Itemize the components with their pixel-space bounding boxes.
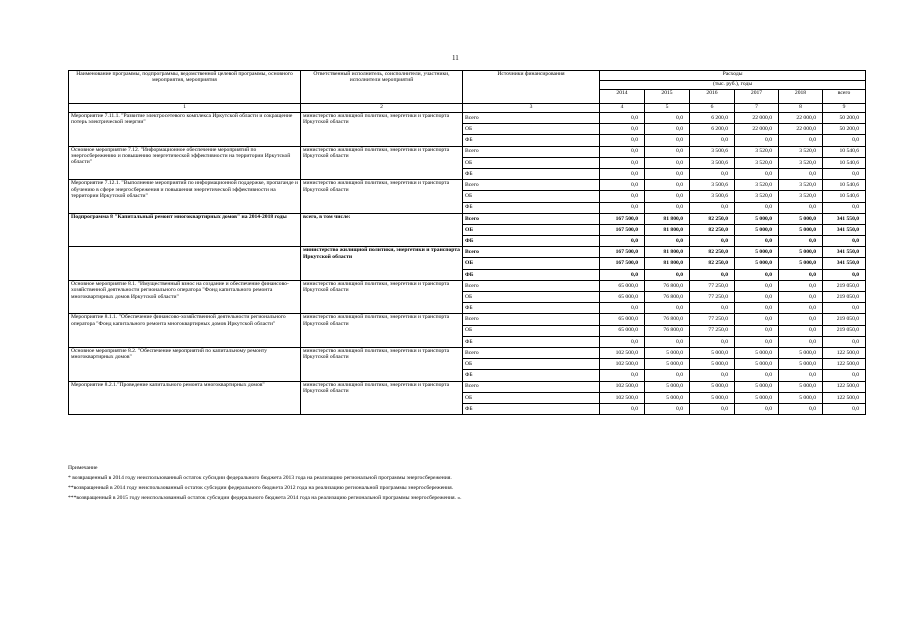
total-cell: 122 500,0: [823, 381, 866, 392]
amount-cell: 102 500,0: [600, 381, 645, 392]
amount-cell: 0,0: [645, 135, 690, 146]
amount-cell: 5 000,0: [779, 224, 823, 235]
amount-cell: 81 800,0: [645, 258, 690, 269]
amount-cell: 0,0: [645, 202, 690, 213]
amount-cell: 0,0: [779, 325, 823, 336]
amount-cell: 0,0: [645, 180, 690, 191]
notes-title: Примечание: [68, 465, 98, 471]
funding-source: ФБ: [463, 168, 600, 179]
note-line: * возвращенный в 2014 году неиспользованный остаток субсидии федерального бюджета 2013 года на реализацию региональной программы энергосбережения.: [68, 475, 452, 481]
amount-cell: 3 520,0: [779, 180, 823, 191]
amount-cell: 0,0: [600, 370, 645, 381]
amount-cell: 6 200,0: [690, 113, 735, 124]
amount-cell: 3 500,6: [690, 157, 735, 168]
total-cell: 10 540,6: [823, 180, 866, 191]
header-total: всего: [823, 90, 866, 104]
amount-cell: 0,0: [735, 236, 779, 247]
amount-cell: 5 000,0: [645, 359, 690, 370]
amount-cell: 76 800,0: [645, 325, 690, 336]
amount-cell: 3 500,6: [690, 191, 735, 202]
amount-cell: 0,0: [690, 135, 735, 146]
amount-cell: 22 000,0: [735, 124, 779, 135]
amount-cell: 65 000,0: [600, 314, 645, 325]
funding-source: ОБ: [463, 392, 600, 403]
amount-cell: 3 500,6: [690, 146, 735, 157]
table-row: [69, 247, 866, 258]
funding-source: ОБ: [463, 124, 600, 135]
column-number: 9: [823, 104, 866, 113]
header-expenses: Расходы: [600, 71, 866, 81]
amount-cell: 22 000,0: [779, 113, 823, 124]
amount-cell: 0,0: [645, 303, 690, 314]
amount-cell: 0,0: [645, 403, 690, 414]
amount-cell: 0,0: [690, 269, 735, 280]
funding-source: ФБ: [463, 236, 600, 247]
total-cell: 0,0: [823, 168, 866, 179]
amount-cell: 5 000,0: [645, 381, 690, 392]
amount-cell: 0,0: [600, 336, 645, 347]
amount-cell: 65 000,0: [600, 292, 645, 303]
funding-source: ОБ: [463, 157, 600, 168]
header-units: (тыс. руб.), годы: [600, 81, 866, 90]
table-row: [69, 347, 866, 358]
funding-source: Всего: [463, 314, 600, 325]
amount-cell: 0,0: [600, 146, 645, 157]
activity-name: [69, 247, 301, 281]
amount-cell: 0,0: [779, 168, 823, 179]
amount-cell: 167 500,0: [600, 247, 645, 258]
total-cell: 122 500,0: [823, 392, 866, 403]
total-cell: 219 050,0: [823, 325, 866, 336]
amount-cell: 0,0: [735, 403, 779, 414]
amount-cell: 0,0: [690, 236, 735, 247]
amount-cell: 5 000,0: [690, 359, 735, 370]
funding-source: ФБ: [463, 336, 600, 347]
activity-name: Мероприятие 7.12.1. "Выполнение мероприятий по информационной поддержке, пропаганде и обучению в сфере энергосбережения и повышения энергетической эффективности на территории Иркутской области": [69, 180, 301, 214]
total-cell: 0,0: [823, 202, 866, 213]
amount-cell: 3 520,0: [735, 146, 779, 157]
amount-cell: 0,0: [735, 370, 779, 381]
amount-cell: 5 000,0: [645, 392, 690, 403]
total-cell: 122 500,0: [823, 359, 866, 370]
amount-cell: 0,0: [600, 113, 645, 124]
amount-cell: 167 500,0: [600, 213, 645, 224]
amount-cell: 0,0: [735, 135, 779, 146]
total-cell: 341 550,0: [823, 258, 866, 269]
total-cell: 0,0: [823, 370, 866, 381]
amount-cell: 0,0: [779, 292, 823, 303]
total-cell: 219 050,0: [823, 292, 866, 303]
amount-cell: 0,0: [690, 303, 735, 314]
amount-cell: 0,0: [690, 403, 735, 414]
responsible-executor: министерство жилищной политики, энергетики и транспорта Иркутской области: [301, 314, 463, 348]
amount-cell: 81 800,0: [645, 224, 690, 235]
column-number: 1: [69, 104, 301, 113]
amount-cell: 0,0: [735, 280, 779, 291]
responsible-executor: министерство жилищной политики, энергетики и транспорта Иркутской области: [301, 347, 463, 381]
header-year: 2018: [779, 90, 823, 104]
total-cell: 50 200,0: [823, 124, 866, 135]
amount-cell: 77 250,0: [690, 292, 735, 303]
funding-source: Всего: [463, 180, 600, 191]
amount-cell: 0,0: [645, 269, 690, 280]
total-cell: 0,0: [823, 269, 866, 280]
funding-source: Всего: [463, 113, 600, 124]
table-row: [69, 213, 866, 224]
amount-cell: 5 000,0: [735, 359, 779, 370]
funding-source: ОБ: [463, 258, 600, 269]
total-cell: 0,0: [823, 303, 866, 314]
amount-cell: 5 000,0: [779, 347, 823, 358]
total-cell: 0,0: [823, 135, 866, 146]
amount-cell: 5 000,0: [735, 392, 779, 403]
amount-cell: 0,0: [600, 269, 645, 280]
responsible-executor: министерство жилищной политики, энергетики и транспорта Иркутской области: [301, 146, 463, 180]
amount-cell: 3 520,0: [735, 191, 779, 202]
table-row: [69, 113, 866, 124]
amount-cell: 82 250,0: [690, 213, 735, 224]
total-cell: 10 540,6: [823, 191, 866, 202]
amount-cell: 0,0: [645, 370, 690, 381]
amount-cell: 0,0: [779, 269, 823, 280]
amount-cell: 0,0: [779, 370, 823, 381]
funding-source: ФБ: [463, 370, 600, 381]
amount-cell: 5 000,0: [779, 359, 823, 370]
amount-cell: 0,0: [779, 336, 823, 347]
total-cell: 0,0: [823, 236, 866, 247]
funding-source: Всего: [463, 213, 600, 224]
table-row: [69, 314, 866, 325]
column-number: 2: [301, 104, 463, 113]
responsible-executor: министерство жилищной политики, энергетики и транспорта Иркутской области: [301, 113, 463, 147]
amount-cell: 82 250,0: [690, 247, 735, 258]
responsible-executor: министерство жилищной политики, энергетики и транспорта Иркутской области: [301, 381, 463, 415]
amount-cell: 0,0: [600, 157, 645, 168]
amount-cell: 0,0: [735, 168, 779, 179]
total-cell: 50 200,0: [823, 113, 866, 124]
column-number: 5: [645, 104, 690, 113]
amount-cell: 3 500,6: [690, 180, 735, 191]
amount-cell: 3 520,0: [779, 157, 823, 168]
funding-source: ОБ: [463, 292, 600, 303]
amount-cell: 0,0: [600, 236, 645, 247]
amount-cell: 0,0: [735, 202, 779, 213]
amount-cell: 5 000,0: [690, 392, 735, 403]
responsible-executor: министерство жилищной политики, энергетики и транспорта Иркутской области: [301, 247, 463, 281]
amount-cell: 0,0: [600, 135, 645, 146]
amount-cell: 0,0: [735, 314, 779, 325]
amount-cell: 65 000,0: [600, 280, 645, 291]
page-number: 11: [452, 54, 459, 62]
note-line: ***возвращенный в 2015 году неиспользованный остаток субсидии федерального бюджета 2014 года на реализацию региональной программы энергосбережения. ».: [68, 495, 462, 501]
amount-cell: 5 000,0: [735, 258, 779, 269]
activity-name: Мероприятие 8.1.1. "Обеспечение финансово-хозяйственной деятельности регионального оператора "Фонд капитального ремонта многоквартирных домов Иркутской области": [69, 314, 301, 348]
amount-cell: 3 520,0: [735, 180, 779, 191]
amount-cell: 81 800,0: [645, 213, 690, 224]
table-row: [69, 280, 866, 291]
header-name: Наименование программы, подпрограммы, ведомственной целевой программы, основного мероприятия, мероприятия: [69, 71, 301, 104]
funding-source: Всего: [463, 381, 600, 392]
amount-cell: 22 000,0: [735, 113, 779, 124]
amount-cell: 77 250,0: [690, 325, 735, 336]
amount-cell: 82 250,0: [690, 258, 735, 269]
amount-cell: 167 500,0: [600, 258, 645, 269]
amount-cell: 5 000,0: [779, 213, 823, 224]
amount-cell: 0,0: [645, 191, 690, 202]
amount-cell: 0,0: [779, 403, 823, 414]
amount-cell: 102 500,0: [600, 359, 645, 370]
amount-cell: 0,0: [600, 191, 645, 202]
amount-cell: 0,0: [645, 236, 690, 247]
amount-cell: 5 000,0: [779, 381, 823, 392]
amount-cell: 0,0: [779, 280, 823, 291]
amount-cell: 76 800,0: [645, 292, 690, 303]
funding-source: ФБ: [463, 303, 600, 314]
amount-cell: 6 200,0: [690, 124, 735, 135]
amount-cell: 5 000,0: [779, 392, 823, 403]
activity-name: Мероприятие 7.11.1. "Развитие электросетевого комплекса Иркутской области и сокращение потерь электрической энергии": [69, 113, 301, 147]
amount-cell: 65 000,0: [600, 325, 645, 336]
total-cell: 219 050,0: [823, 314, 866, 325]
header-year: 2017: [735, 90, 779, 104]
header-year: 2016: [690, 90, 735, 104]
amount-cell: 5 000,0: [735, 347, 779, 358]
funding-source: ОБ: [463, 224, 600, 235]
amount-cell: 81 800,0: [645, 247, 690, 258]
amount-cell: 0,0: [735, 269, 779, 280]
amount-cell: 0,0: [600, 168, 645, 179]
header-year: 2015: [645, 90, 690, 104]
amount-cell: 102 500,0: [600, 347, 645, 358]
amount-cell: 76 800,0: [645, 314, 690, 325]
amount-cell: 5 000,0: [735, 213, 779, 224]
column-number: 3: [463, 104, 600, 113]
amount-cell: 0,0: [600, 180, 645, 191]
total-cell: 219 050,0: [823, 280, 866, 291]
activity-name: Основное мероприятие 8.2. "Обеспечение мероприятий по капитальному ремонту многоквартирных домов": [69, 347, 301, 381]
total-cell: 0,0: [823, 403, 866, 414]
amount-cell: 0,0: [779, 303, 823, 314]
total-cell: 341 550,0: [823, 247, 866, 258]
responsible-executor: министерство жилищной политики, энергетики и транспорта Иркутской области: [301, 280, 463, 314]
funding-source: Всего: [463, 247, 600, 258]
total-cell: 10 540,6: [823, 157, 866, 168]
funding-source: ОБ: [463, 191, 600, 202]
amount-cell: 0,0: [779, 314, 823, 325]
table-row: [69, 381, 866, 392]
amount-cell: 3 520,0: [735, 157, 779, 168]
amount-cell: 0,0: [645, 157, 690, 168]
funding-source: Всего: [463, 347, 600, 358]
amount-cell: 0,0: [735, 303, 779, 314]
amount-cell: 0,0: [690, 202, 735, 213]
amount-cell: 5 000,0: [645, 347, 690, 358]
amount-cell: 0,0: [600, 403, 645, 414]
amount-cell: 0,0: [645, 113, 690, 124]
funding-source: ОБ: [463, 325, 600, 336]
funding-source: ФБ: [463, 269, 600, 280]
table-row: [69, 180, 866, 191]
column-number: 4: [600, 104, 645, 113]
amount-cell: 102 500,0: [600, 392, 645, 403]
activity-name: Основное мероприятие 7.12. "Информационное обеспечение мероприятий по энергосбережению и повышению энергетической эффективности на территории Иркутской области": [69, 146, 301, 180]
note-line: **возвращенный в 2014 году неиспользованный остаток субсидии федерального бюджета 2012 года на реализацию региональной программы энергосбережения.: [68, 485, 454, 491]
total-cell: 122 500,0: [823, 347, 866, 358]
amount-cell: 0,0: [645, 336, 690, 347]
amount-cell: 76 800,0: [645, 280, 690, 291]
amount-cell: 0,0: [645, 168, 690, 179]
amount-cell: 0,0: [779, 202, 823, 213]
activity-name: Мероприятие 8.2.1."Проведение капитального ремонта многоквартирных домов": [69, 381, 301, 415]
column-number: 8: [779, 104, 823, 113]
activity-name: Подпрограмма 8 "Капитальный ремонт многоквартирных домов" на 2014-2018 годы: [69, 213, 301, 247]
funding-source: Всего: [463, 280, 600, 291]
amount-cell: 82 250,0: [690, 224, 735, 235]
header-year: 2014: [600, 90, 645, 104]
amount-cell: 3 520,0: [779, 146, 823, 157]
responsible-executor: министерство жилищной политики, энергетики и транспорта Иркутской области: [301, 180, 463, 214]
total-cell: 341 550,0: [823, 213, 866, 224]
header-executor: Ответственный исполнитель, соисполнители, участники, исполнители мероприятий: [301, 71, 463, 104]
funding-source: Всего: [463, 146, 600, 157]
funding-source: ФБ: [463, 135, 600, 146]
amount-cell: 0,0: [735, 292, 779, 303]
amount-cell: 0,0: [690, 370, 735, 381]
amount-cell: 0,0: [735, 336, 779, 347]
table-row: [69, 146, 866, 157]
amount-cell: 0,0: [735, 325, 779, 336]
activity-name: Основное мероприятие 8.1. "Имущественный взнос на создание и обеспечение финансово-хозяйственной деятельности регионального оператора "Фонд капитального ремонта многоквартирных домов Иркутской области": [69, 280, 301, 314]
responsible-executor: всего, в том числе:: [301, 213, 463, 247]
funding-source: ФБ: [463, 403, 600, 414]
budget-table: [68, 70, 866, 415]
amount-cell: 5 000,0: [779, 258, 823, 269]
amount-cell: 0,0: [645, 146, 690, 157]
amount-cell: 167 500,0: [600, 224, 645, 235]
amount-cell: 5 000,0: [735, 381, 779, 392]
header-source: Источники финансирования: [463, 71, 600, 104]
total-cell: 341 550,0: [823, 224, 866, 235]
amount-cell: 5 000,0: [690, 381, 735, 392]
amount-cell: 5 000,0: [690, 347, 735, 358]
amount-cell: 0,0: [645, 124, 690, 135]
amount-cell: 0,0: [690, 336, 735, 347]
column-number: 7: [735, 104, 779, 113]
amount-cell: 0,0: [779, 236, 823, 247]
column-number: 6: [690, 104, 735, 113]
amount-cell: 3 520,0: [779, 191, 823, 202]
amount-cell: 0,0: [779, 135, 823, 146]
funding-source: ОБ: [463, 359, 600, 370]
amount-cell: 5 000,0: [735, 247, 779, 258]
funding-source: ФБ: [463, 202, 600, 213]
amount-cell: 22 000,0: [779, 124, 823, 135]
total-cell: 0,0: [823, 336, 866, 347]
amount-cell: 77 250,0: [690, 280, 735, 291]
amount-cell: 0,0: [600, 303, 645, 314]
amount-cell: 0,0: [600, 124, 645, 135]
total-cell: 10 540,6: [823, 146, 866, 157]
notes: [68, 463, 848, 503]
amount-cell: 0,0: [600, 202, 645, 213]
amount-cell: 5 000,0: [779, 247, 823, 258]
amount-cell: 5 000,0: [735, 224, 779, 235]
amount-cell: 77 250,0: [690, 314, 735, 325]
amount-cell: 0,0: [690, 168, 735, 179]
